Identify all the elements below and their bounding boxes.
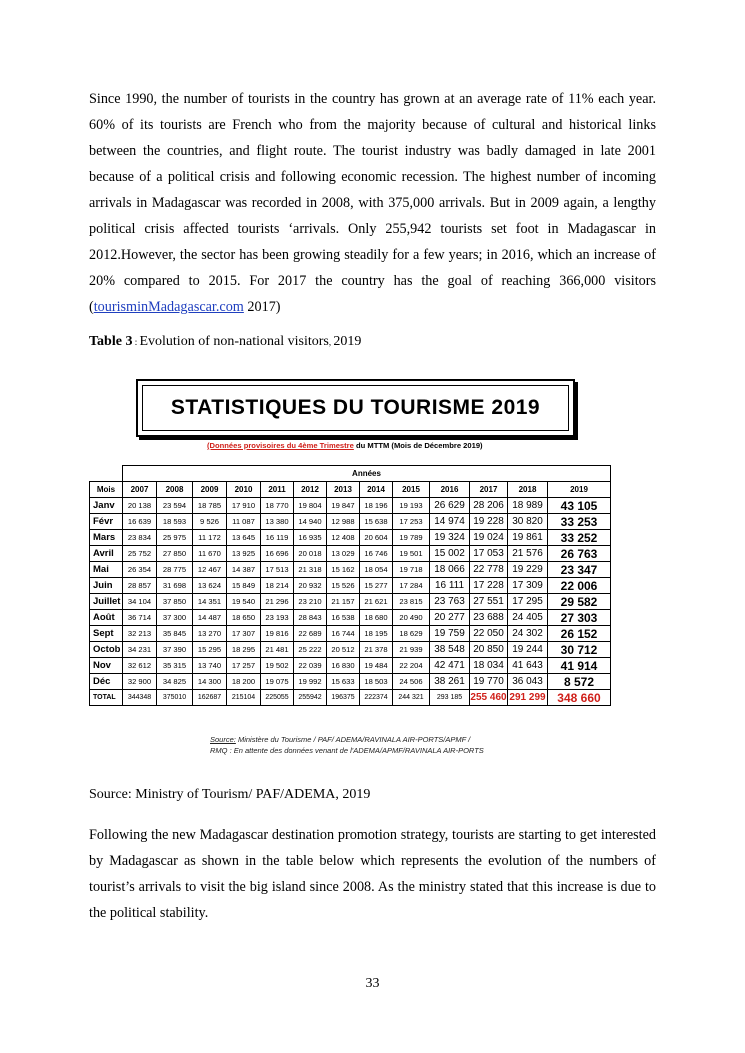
value-cell: 19 501 [393, 546, 430, 562]
value-cell: 19 540 [227, 594, 261, 610]
header-year: 2012 [294, 482, 327, 498]
value-cell: 32 213 [123, 626, 157, 642]
value-cell: 225055 [261, 690, 294, 706]
value-cell: 19 229 [508, 562, 548, 578]
value-cell: 22 204 [393, 658, 430, 674]
stats-table-wrap [89, 465, 611, 706]
blank-cell [90, 466, 123, 482]
value-cell: 13 029 [327, 546, 360, 562]
value-cell: 32 900 [123, 674, 157, 690]
value-cell: 22 689 [294, 626, 327, 642]
value-cell: 33 252 [548, 530, 611, 546]
value-cell: 30 820 [508, 514, 548, 530]
value-cell: 19 816 [261, 626, 294, 642]
value-cell: 26 354 [123, 562, 157, 578]
value-cell: 16 744 [327, 626, 360, 642]
value-cell: 18 770 [261, 498, 294, 514]
header-year: 2011 [261, 482, 294, 498]
value-cell: 19 804 [294, 498, 327, 514]
header-year: 2014 [360, 482, 393, 498]
month-cell: Avril [90, 546, 123, 562]
value-cell: 19 484 [360, 658, 393, 674]
value-cell: 20 932 [294, 578, 327, 594]
value-cell: 16 696 [261, 546, 294, 562]
stats-subtitle [207, 441, 547, 450]
value-cell: 15 633 [327, 674, 360, 690]
value-cell: 244 321 [393, 690, 430, 706]
value-cell: 27 303 [548, 610, 611, 626]
value-cell: 24 302 [508, 626, 548, 642]
value-cell: 21 481 [261, 642, 294, 658]
value-cell: 14 487 [193, 610, 227, 626]
caption-label: Table 3 [89, 334, 133, 349]
value-cell: 23 834 [123, 530, 157, 546]
value-cell: 19 193 [393, 498, 430, 514]
value-cell: 18 034 [470, 658, 508, 674]
caption-sep: : [132, 337, 140, 347]
value-cell: 32 612 [123, 658, 157, 674]
value-cell: 18 295 [227, 642, 261, 658]
value-cell: 19 861 [508, 530, 548, 546]
intro-text: Since 1990, the number of tourists in the country has grown at an average rate of 11% each year. 60% of its tourists are French who from the majority because of cultural and historical links between the countries, and flight route. The tourist industry was badly damaged in late 2001 because of a political crisis and following economic recession. The highest number of incoming arrivals in Madagascar was recorded in 2008, with 375,000 arrivals. But in 2009 again, a lengthy political crisis affected tourists ‘arrivals. Only 255,942 tourists set foot in Madagascar in 2012.However, the sector has been growing steadily for a few years; in 2016, which an increase of 20% compared to 2015. For 2017 the country has the goal of reaching 366,000 visitors ( [89, 91, 656, 315]
value-cell: 15 002 [430, 546, 470, 562]
value-cell: 33 253 [548, 514, 611, 530]
value-cell: 17 307 [227, 626, 261, 642]
month-cell: TOTAL [90, 690, 123, 706]
value-cell: 14 351 [193, 594, 227, 610]
header-row [90, 482, 611, 498]
value-cell: 27 551 [470, 594, 508, 610]
header-year: 2018 [508, 482, 548, 498]
page-number: 33 [365, 976, 380, 991]
value-cell: 19 244 [508, 642, 548, 658]
closing-paragraph: Following the new Madagascar destination promotion strategy, tourists are starting to get interested by Madagascar as shown in the table below which represents the evolution of the numbers of tourist’s arrivals to visit the big island since 2008. As the ministry stated that this increase is due to the political stability. [89, 827, 656, 921]
value-cell: 14 974 [430, 514, 470, 530]
value-cell: 36 714 [123, 610, 157, 626]
figure-source-text: Ministère du Tourisme / PAF/ ADEMA/RAVINALA AIR-PORTS/APMF / [235, 735, 471, 744]
header-year: 2008 [157, 482, 193, 498]
header-year: 2017 [470, 482, 508, 498]
value-cell: 28 843 [294, 610, 327, 626]
value-cell: 16 119 [261, 530, 294, 546]
value-cell: 196375 [327, 690, 360, 706]
value-cell: 23 193 [261, 610, 294, 626]
value-cell: 20 850 [470, 642, 508, 658]
value-cell: 42 471 [430, 658, 470, 674]
value-cell: 17 257 [227, 658, 261, 674]
value-cell: 22 039 [294, 658, 327, 674]
subtitle-rest: du MTTM (Mois de Décembre 2019) [353, 441, 483, 450]
value-cell: 19 847 [327, 498, 360, 514]
value-cell: 17 053 [470, 546, 508, 562]
table-caption [89, 334, 361, 350]
header-year: 2009 [193, 482, 227, 498]
value-cell: 15 295 [193, 642, 227, 658]
table-row [90, 610, 611, 626]
value-cell: 27 850 [157, 546, 193, 562]
value-cell: 25 222 [294, 642, 327, 658]
month-cell: Juin [90, 578, 123, 594]
month-cell: Mai [90, 562, 123, 578]
value-cell: 16 830 [327, 658, 360, 674]
month-cell: Juillet [90, 594, 123, 610]
value-cell: 34 825 [157, 674, 193, 690]
header-year: 2015 [393, 482, 430, 498]
value-cell: 21 318 [294, 562, 327, 578]
figure-source-note [210, 734, 484, 756]
value-cell: 18 195 [360, 626, 393, 642]
value-cell: 19 024 [470, 530, 508, 546]
value-cell: 22 778 [470, 562, 508, 578]
value-cell: 255942 [294, 690, 327, 706]
table-row [90, 626, 611, 642]
value-cell: 24 506 [393, 674, 430, 690]
value-cell: 16 111 [430, 578, 470, 594]
value-cell: 18 650 [227, 610, 261, 626]
value-cell: 20 604 [360, 530, 393, 546]
intro-paragraph [89, 86, 656, 320]
value-cell: 18 054 [360, 562, 393, 578]
value-cell: 37 390 [157, 642, 193, 658]
value-cell: 21 157 [327, 594, 360, 610]
value-cell: 15 849 [227, 578, 261, 594]
month-cell: Mars [90, 530, 123, 546]
header-year: 2013 [327, 482, 360, 498]
stats-banner [136, 379, 575, 437]
value-cell: 16 538 [327, 610, 360, 626]
value-cell: 11 172 [193, 530, 227, 546]
header-year: 2010 [227, 482, 261, 498]
value-cell: 20 277 [430, 610, 470, 626]
value-cell: 37 850 [157, 594, 193, 610]
value-cell: 18 989 [508, 498, 548, 514]
value-cell: 17 228 [470, 578, 508, 594]
header-year: 2016 [430, 482, 470, 498]
value-cell: 16 935 [294, 530, 327, 546]
value-cell: 18 593 [157, 514, 193, 530]
value-cell: 37 300 [157, 610, 193, 626]
years-group-header: Années [123, 466, 611, 482]
value-cell: 38 548 [430, 642, 470, 658]
value-cell: 18 785 [193, 498, 227, 514]
value-cell: 13 740 [193, 658, 227, 674]
table-body [90, 498, 611, 706]
value-cell: 30 712 [548, 642, 611, 658]
value-cell: 19 228 [470, 514, 508, 530]
value-cell: 20 490 [393, 610, 430, 626]
value-cell: 26 629 [430, 498, 470, 514]
value-cell: 21 939 [393, 642, 430, 658]
header-month: Mois [90, 482, 123, 498]
value-cell: 13 645 [227, 530, 261, 546]
value-cell: 35 845 [157, 626, 193, 642]
value-cell: 344348 [123, 690, 157, 706]
source-line: Source: Ministry of Tourism/ PAF/ADEMA, 2019 [89, 787, 371, 802]
header-year: 2019 [548, 482, 611, 498]
value-cell: 28 206 [470, 498, 508, 514]
value-cell: 18 196 [360, 498, 393, 514]
value-cell: 21 296 [261, 594, 294, 610]
value-cell: 14 387 [227, 562, 261, 578]
value-cell: 17 284 [393, 578, 430, 594]
value-cell: 14 940 [294, 514, 327, 530]
value-cell: 18 214 [261, 578, 294, 594]
table-row [90, 514, 611, 530]
figure-source-line1 [210, 734, 484, 745]
value-cell: 17 910 [227, 498, 261, 514]
intro-tail: 2017) [243, 299, 281, 315]
value-cell: 18 629 [393, 626, 430, 642]
value-cell: 21 576 [508, 546, 548, 562]
value-cell: 13 624 [193, 578, 227, 594]
table-row [90, 642, 611, 658]
caption-text: Evolution of non-national visitors [139, 334, 329, 349]
value-cell: 215104 [227, 690, 261, 706]
value-cell: 18 680 [360, 610, 393, 626]
value-cell: 375010 [157, 690, 193, 706]
value-cell: 20 138 [123, 498, 157, 514]
value-cell: 29 582 [548, 594, 611, 610]
value-cell: 22 006 [548, 578, 611, 594]
value-cell: 293 185 [430, 690, 470, 706]
table-row [90, 562, 611, 578]
month-cell: Août [90, 610, 123, 626]
value-cell: 34 231 [123, 642, 157, 658]
value-cell: 24 405 [508, 610, 548, 626]
value-cell: 19 324 [430, 530, 470, 546]
value-cell: 17 309 [508, 578, 548, 594]
value-cell: 12 467 [193, 562, 227, 578]
subtitle-red: (Données provisoires du 4ème Trimestre [207, 441, 354, 450]
value-cell: 23 815 [393, 594, 430, 610]
figure-source-label: Source: [210, 735, 236, 744]
month-cell: Janv [90, 498, 123, 514]
value-cell: 38 261 [430, 674, 470, 690]
value-cell: 13 380 [261, 514, 294, 530]
value-cell: 12 408 [327, 530, 360, 546]
value-cell: 9 526 [193, 514, 227, 530]
value-cell: 23 688 [470, 610, 508, 626]
value-cell: 18 200 [227, 674, 261, 690]
tourism-stats-table [89, 465, 611, 706]
value-cell: 11 087 [227, 514, 261, 530]
value-cell: 43 105 [548, 498, 611, 514]
value-cell: 15 277 [360, 578, 393, 594]
figure-source-line2: RMQ : En attente des données venant de l'ADEMA/APMF/RAVINALA AIR-PORTS [210, 746, 484, 755]
value-cell: 19 759 [430, 626, 470, 642]
value-cell: 16 746 [360, 546, 393, 562]
table-row [90, 578, 611, 594]
value-cell: 21 621 [360, 594, 393, 610]
value-cell: 8 572 [548, 674, 611, 690]
table-row [90, 658, 611, 674]
month-cell: Nov [90, 658, 123, 674]
month-cell: Octob [90, 642, 123, 658]
stats-title: STATISTIQUES DU TOURISME 2019 [170, 396, 541, 419]
value-cell: 36 043 [508, 674, 548, 690]
value-cell: 28 857 [123, 578, 157, 594]
value-cell: 41 914 [548, 658, 611, 674]
value-cell: 17 295 [508, 594, 548, 610]
value-cell: 11 670 [193, 546, 227, 562]
value-cell: 15 638 [360, 514, 393, 530]
value-cell: 26 152 [548, 626, 611, 642]
table-row [90, 530, 611, 546]
value-cell: 23 210 [294, 594, 327, 610]
value-cell: 19 075 [261, 674, 294, 690]
value-cell: 222374 [360, 690, 393, 706]
caption-sep2: , [328, 337, 334, 347]
header-year: 2007 [123, 482, 157, 498]
value-cell: 16 639 [123, 514, 157, 530]
month-cell: Févr [90, 514, 123, 530]
value-cell: 19 992 [294, 674, 327, 690]
value-cell: 35 315 [157, 658, 193, 674]
group-header-row [90, 466, 611, 482]
value-cell: 348 660 [548, 690, 611, 706]
value-cell: 18 066 [430, 562, 470, 578]
value-cell: 23 594 [157, 498, 193, 514]
month-cell: Déc [90, 674, 123, 690]
value-cell: 15 526 [327, 578, 360, 594]
value-cell: 28 775 [157, 562, 193, 578]
value-cell: 18 503 [360, 674, 393, 690]
tourism-link[interactable]: tourisminMadagascar.com [93, 299, 244, 315]
table-row [90, 546, 611, 562]
table-row [90, 498, 611, 514]
value-cell: 25 752 [123, 546, 157, 562]
month-cell: Sept [90, 626, 123, 642]
value-cell: 20 018 [294, 546, 327, 562]
value-cell: 23 763 [430, 594, 470, 610]
value-cell: 291 299 [508, 690, 548, 706]
value-cell: 34 104 [123, 594, 157, 610]
value-cell: 13 270 [193, 626, 227, 642]
value-cell: 26 763 [548, 546, 611, 562]
value-cell: 41 643 [508, 658, 548, 674]
value-cell: 19 718 [393, 562, 430, 578]
value-cell: 19 770 [470, 674, 508, 690]
value-cell: 25 975 [157, 530, 193, 546]
value-cell: 20 512 [327, 642, 360, 658]
value-cell: 14 300 [193, 674, 227, 690]
value-cell: 255 460 [470, 690, 508, 706]
caption-year: 2019 [333, 334, 362, 349]
value-cell: 15 162 [327, 562, 360, 578]
value-cell: 17 513 [261, 562, 294, 578]
value-cell: 17 253 [393, 514, 430, 530]
value-cell: 21 378 [360, 642, 393, 658]
total-row [90, 690, 611, 706]
value-cell: 22 050 [470, 626, 508, 642]
table-row [90, 674, 611, 690]
value-cell: 13 925 [227, 546, 261, 562]
value-cell: 19 502 [261, 658, 294, 674]
value-cell: 31 698 [157, 578, 193, 594]
value-cell: 12 988 [327, 514, 360, 530]
value-cell: 19 789 [393, 530, 430, 546]
value-cell: 162687 [193, 690, 227, 706]
value-cell: 23 347 [548, 562, 611, 578]
table-row [90, 594, 611, 610]
